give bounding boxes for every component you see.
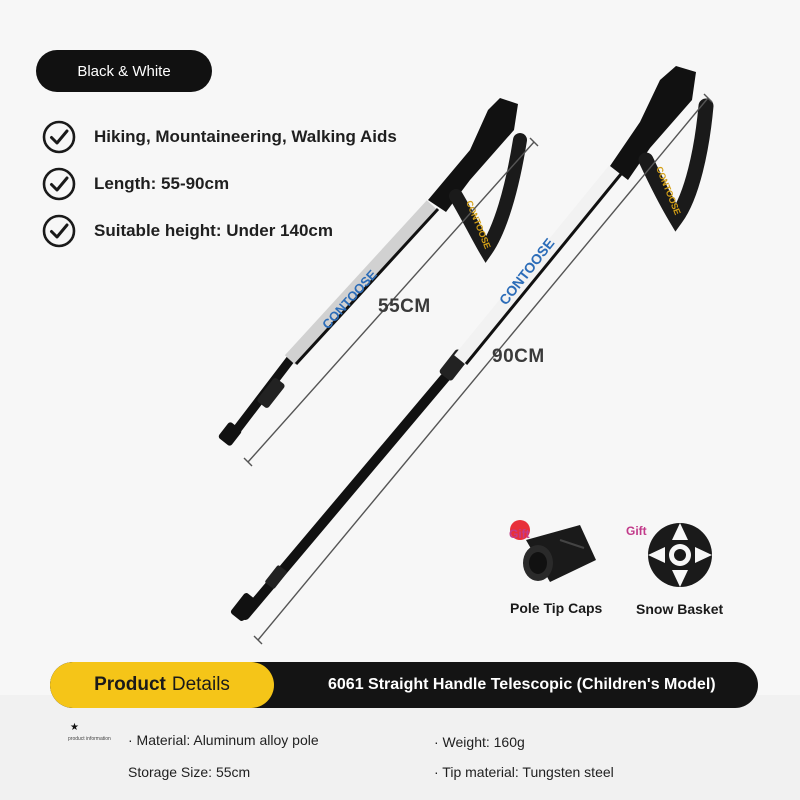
snow-basket-icon (648, 523, 712, 587)
color-variant-label: Black & White (77, 62, 171, 80)
long-length-label: 90CM (492, 346, 545, 367)
heading-rest: Details (171, 674, 230, 695)
snow-basket-label: Snow Basket (636, 601, 724, 617)
brand-mini-logo (62, 722, 114, 752)
specs-background (0, 695, 800, 800)
product-details-heading (50, 662, 274, 708)
short-length-label: 55CM (378, 296, 431, 317)
star-icon: ★ (70, 722, 79, 733)
feature-text: Length: 55-90cm (94, 174, 230, 193)
spec-storage: Storage Size: 55cm (128, 764, 251, 780)
heading-strong: Product (94, 674, 166, 695)
tip-caps-label: Pole Tip Caps (510, 600, 603, 616)
feature-text: Hiking, Mountaineering, Walking Aids (94, 127, 397, 146)
feature-text: Suitable height: Under 140cm (94, 221, 333, 240)
product-title: 6061 Straight Handle Telescopic (Children's Model) (328, 676, 716, 693)
long-pole-brand: CONTOOSE (495, 235, 558, 308)
product-details-bar (50, 662, 758, 708)
gift-tag-tip-caps: Gift (509, 527, 530, 541)
long-pole-strap-text: CONTOOSE (654, 165, 683, 217)
spec-weight: · Weight: 160g (434, 734, 525, 750)
mini-logo-text: product information (68, 736, 111, 742)
short-pole-strap-text: CONTOOSE (464, 199, 493, 251)
spec-material: · Material: Aluminum alloy pole (128, 732, 319, 748)
gift-tag-snow-basket: Gift (626, 524, 647, 538)
short-pole-brand: CONTOOSE (319, 266, 380, 333)
spec-tip-material: · Tip material: Tungsten steel (434, 764, 614, 780)
dimension-lines (244, 94, 712, 644)
